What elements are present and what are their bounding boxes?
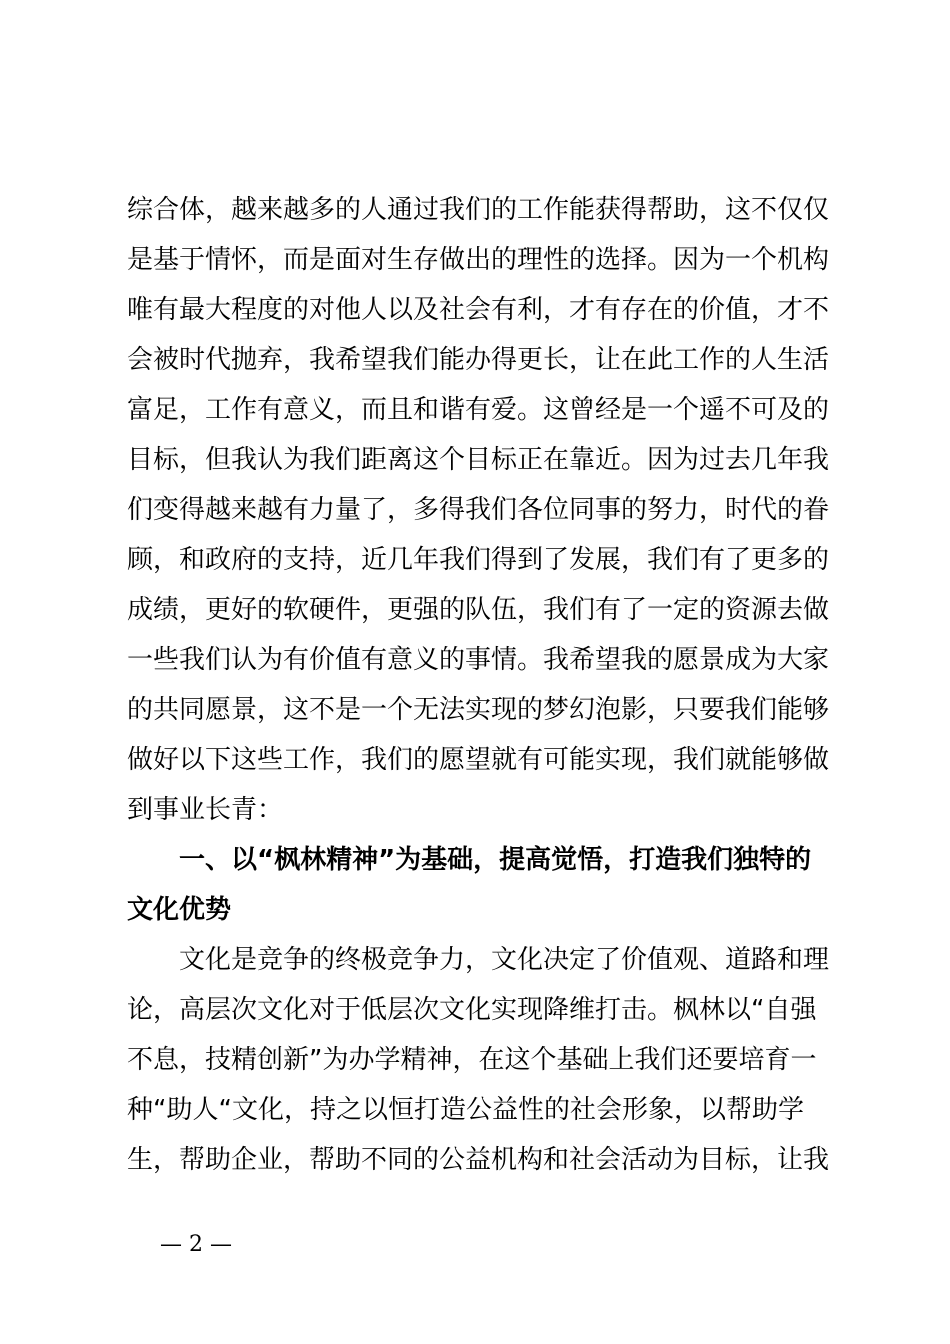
section-heading: 一、以“枫林精神”为基础，提高觉悟，打造我们独特的 bbox=[127, 845, 812, 875]
text-line: 富足，工作有意义，而且和谐有爱。这曾经是一个遥不可及的 bbox=[127, 395, 830, 425]
text-line: 文化是竞争的终极竞争力，文化决定了价值观、道路和理 bbox=[127, 945, 830, 975]
text-line: 不息，技精创新”为办学精神，在这个基础上我们还要培育一 bbox=[127, 1045, 817, 1075]
text-line: 生，帮助企业，帮助不同的公益机构和社会活动为目标，让我 bbox=[127, 1145, 830, 1175]
text-line: 是基于情怀，而是面对生存做出的理性的选择。因为一个机构 bbox=[127, 245, 830, 275]
page-number: — 2 — bbox=[160, 1232, 232, 1257]
text-line: 成绩，更好的软硬件，更强的队伍，我们有了一定的资源去做 bbox=[127, 595, 830, 625]
text-line: 论，高层次文化对于低层次文化实现降维打击。枫林以“自强 bbox=[127, 995, 817, 1025]
text-line: 种“助人“文化，持之以恒打造公益性的社会形象，以帮助学 bbox=[127, 1095, 804, 1125]
text-line: 唯有最大程度的对他人以及社会有利，才有存在的价值，才不 bbox=[127, 295, 830, 325]
text-line: 目标，但我认为我们距离这个目标正在靠近。因为过去几年我 bbox=[127, 445, 830, 475]
text-line: 会被时代抛弃，我希望我们能办得更长，让在此工作的人生活 bbox=[127, 345, 830, 375]
body-text bbox=[127, 185, 839, 1185]
text-line: 做好以下这些工作，我们的愿望就有可能实现，我们就能够做 bbox=[127, 745, 830, 775]
text-line: 一些我们认为有价值有意义的事情。我希望我的愿景成为大家 bbox=[127, 645, 830, 675]
text-line: 的共同愿景，这不是一个无法实现的梦幻泡影，只要我们能够 bbox=[127, 695, 830, 725]
text-line: 到事业长青： bbox=[127, 795, 284, 825]
text-line: 顾，和政府的支持，近几年我们得到了发展，我们有了更多的 bbox=[127, 545, 830, 575]
section-heading-continued: 文化优势 bbox=[127, 895, 232, 925]
text-line: 综合体，越来越多的人通过我们的工作能获得帮助，这不仅仅 bbox=[127, 195, 830, 225]
text-line: 们变得越来越有力量了，多得我们各位同事的努力，时代的眷 bbox=[127, 495, 830, 525]
